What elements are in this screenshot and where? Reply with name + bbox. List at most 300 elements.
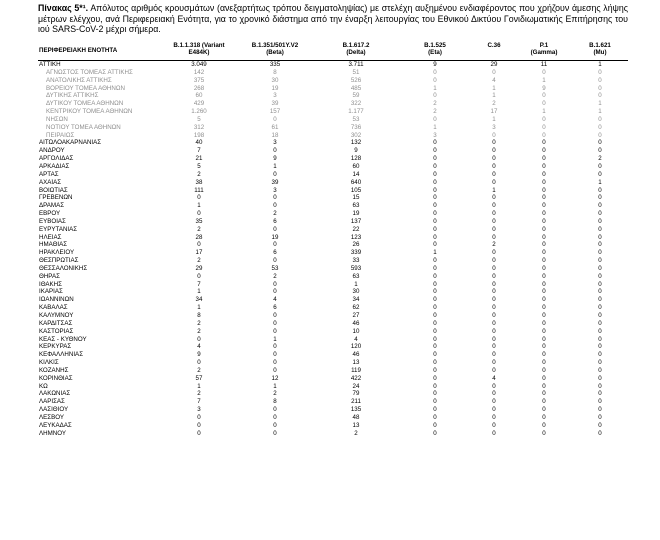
case-count-cell: 0: [542, 202, 546, 210]
col-header-region: ΠΕΡΙΦΕΡΕΙΑΚΗ ΕΝΟΤΗΤΑ: [38, 42, 162, 61]
case-count-cell: 0: [492, 147, 496, 155]
table-row: [38, 367, 628, 375]
case-count-cell: 0: [197, 194, 201, 202]
table-subrow: [38, 92, 628, 100]
case-count-cell: 1: [598, 100, 602, 108]
region-name-cell: ΒΟΙΩΤΙΑΣ: [39, 186, 68, 194]
case-count-cell: 12: [271, 374, 279, 382]
table-row: [38, 343, 628, 351]
case-count-cell: 2: [492, 241, 496, 249]
case-count-cell: 2: [273, 390, 277, 398]
region-name-cell: ΛΕΥΚΑΔΑΣ: [39, 421, 72, 429]
case-count-cell: 0: [433, 186, 437, 194]
case-count-cell: 0: [492, 170, 496, 178]
case-count-cell: 0: [197, 241, 201, 249]
case-count-cell: 0: [433, 257, 437, 265]
case-count-cell: 0: [598, 366, 602, 374]
case-count-cell: 0: [598, 335, 602, 343]
col-header-delta: B.1.617.2 (Delta): [314, 42, 398, 61]
case-count-cell: 0: [433, 272, 437, 280]
case-count-cell: 0: [273, 429, 277, 437]
case-count-cell: 0: [598, 390, 602, 398]
table-subrow: [38, 132, 628, 140]
case-count-cell: 0: [492, 319, 496, 327]
case-count-cell: 0: [492, 225, 496, 233]
case-count-cell: 0: [433, 241, 437, 249]
case-count-cell: 339: [350, 249, 362, 257]
case-count-cell: 375: [193, 76, 205, 84]
col-header-beta: B.1.351/501Y.V2 (Beta): [236, 42, 314, 61]
case-count-cell: 0: [273, 413, 277, 421]
case-count-cell: 0: [433, 335, 437, 343]
case-count-cell: 0: [492, 68, 496, 76]
case-count-cell: 0: [433, 319, 437, 327]
case-count-cell: 0: [542, 257, 546, 265]
case-count-cell: 0: [542, 343, 546, 351]
case-count-cell: 0: [598, 170, 602, 178]
table-row: [38, 226, 628, 234]
case-count-cell: 0: [542, 327, 546, 335]
case-count-cell: 0: [598, 139, 602, 147]
case-count-cell: 0: [598, 398, 602, 406]
case-count-cell: 0: [492, 390, 496, 398]
region-name-cell: ΑΡΓΟΛΙΔΑΣ: [39, 155, 74, 163]
case-count-cell: 111: [194, 186, 204, 194]
case-count-cell: 0: [492, 264, 496, 272]
case-count-cell: 17: [195, 249, 203, 257]
case-count-cell: 0: [492, 429, 496, 437]
case-count-cell: 46: [352, 351, 360, 359]
case-count-cell: 2: [354, 429, 358, 437]
case-count-cell: 0: [542, 280, 546, 288]
region-name-cell: ΕΥΒΟΙΑΣ: [39, 217, 66, 225]
case-count-cell: 0: [273, 280, 277, 288]
case-count-cell: 0: [598, 257, 602, 265]
table-row: [38, 234, 628, 242]
table-row: [38, 218, 628, 226]
table-row: [38, 187, 628, 195]
case-count-cell: 0: [598, 233, 602, 241]
case-count-cell: 4: [273, 296, 277, 304]
case-count-cell: 0: [542, 319, 546, 327]
case-count-cell: 0: [273, 406, 277, 414]
case-count-cell: 24: [352, 382, 360, 390]
table-row: [38, 430, 628, 438]
case-count-cell: 1: [492, 92, 496, 100]
case-count-cell: 0: [433, 421, 437, 429]
table-row: [38, 414, 628, 422]
case-count-cell: 2: [598, 155, 602, 163]
case-count-cell: 11: [540, 61, 548, 68]
case-count-cell: 0: [433, 115, 437, 123]
case-count-cell: 0: [197, 210, 201, 218]
case-count-cell: 0: [598, 249, 602, 257]
case-count-cell: 0: [598, 264, 602, 272]
case-count-cell: 5: [197, 115, 201, 123]
region-name-cell: ΚΕΑΣ - ΚΥΘΝΟΥ: [39, 335, 87, 343]
case-count-cell: 0: [542, 398, 546, 406]
case-count-cell: 3: [197, 406, 201, 414]
table-row: [38, 390, 628, 398]
case-count-cell: 157: [269, 108, 281, 116]
case-count-cell: 3.049: [191, 61, 207, 68]
table-row: [38, 171, 628, 179]
case-count-cell: 0: [433, 429, 437, 437]
region-name-cell: ΛΑΚΩΝΙΑΣ: [39, 390, 71, 398]
case-count-cell: 3: [433, 131, 437, 139]
case-count-cell: 2: [273, 210, 277, 218]
case-count-cell: 5: [197, 162, 201, 170]
case-count-cell: 0: [542, 210, 546, 218]
case-count-cell: 0: [542, 288, 546, 296]
case-count-cell: 0: [598, 241, 602, 249]
col-header-eta: B.1.525 (Eta): [398, 42, 472, 61]
case-count-cell: 312: [193, 123, 205, 131]
case-count-cell: 0: [433, 194, 437, 202]
region-name-cell: ΛΗΜΝΟΥ: [39, 429, 66, 437]
case-count-cell: 0: [492, 202, 496, 210]
case-count-cell: 0: [598, 327, 602, 335]
case-count-cell: 48: [352, 413, 360, 421]
case-count-cell: 0: [433, 304, 437, 312]
table-row: [38, 273, 628, 281]
case-count-cell: 0: [598, 312, 602, 319]
region-name-cell: ΗΡΑΚΛΕΙΟΥ: [39, 249, 75, 257]
table-body: [38, 61, 628, 438]
case-count-cell: 1: [598, 61, 602, 68]
region-name-cell: ΙΘΑΚΗΣ: [39, 280, 62, 288]
case-count-cell: 0: [598, 406, 602, 414]
case-count-cell: 10: [352, 327, 360, 335]
caption-text: Απόλυτος αριθμός κρουσμάτων (ανεξαρτήτως τρόπου δειγματοληψίας) με στελέχη αυξημένου ενδιαφέροντος που χρήζουν άμεσης λήψης μέτρων ελέγχου, ανά Περιφερειακή Ενότητα, για το χρονικό διάστημα από την έναρξη λειτουργίας του Εθνικού Δικτύου Γονιδιωματικής Επιτήρησης του ιού SARS-CoV-2 μέχρι σήμερα.: [38, 3, 628, 35]
region-name-cell: ΚΟΖΑΝΗΣ: [39, 366, 69, 374]
case-count-cell: 0: [492, 335, 496, 343]
case-count-cell: 0: [542, 131, 546, 139]
region-name-cell: ΛΕΣΒΟΥ: [39, 413, 64, 421]
case-count-cell: 60: [195, 92, 203, 100]
case-count-cell: 15: [352, 194, 360, 202]
case-count-cell: 0: [542, 100, 546, 108]
region-name-cell: ΚΑΒΑΛΑΣ: [39, 304, 68, 312]
table-header: [38, 42, 628, 61]
case-count-cell: 8: [197, 312, 201, 319]
region-name-cell: ΠΕΙΡΑΙΩΣ: [46, 131, 75, 139]
case-count-cell: 9: [197, 351, 201, 359]
table-row: [38, 210, 628, 218]
case-count-cell: 19: [271, 84, 279, 92]
region-name-cell: ΗΜΑΘΙΑΣ: [39, 241, 68, 249]
region-name-cell: ΑΝΑΤΟΛΙΚΗΣ ΑΤΤΙΚΗΣ: [46, 76, 112, 84]
case-count-cell: 0: [542, 382, 546, 390]
region-name-cell: ΔΡΑΜΑΣ: [39, 202, 65, 210]
table-row: [38, 241, 628, 249]
case-count-cell: 1: [492, 186, 496, 194]
case-count-cell: 29: [490, 61, 498, 68]
case-count-cell: 0: [542, 225, 546, 233]
table-row: [38, 336, 628, 344]
case-count-cell: 0: [492, 249, 496, 257]
case-count-cell: 0: [542, 241, 546, 249]
case-count-cell: 8: [273, 68, 277, 76]
case-count-cell: 0: [542, 406, 546, 414]
case-count-cell: 0: [433, 225, 437, 233]
case-count-cell: 0: [492, 217, 496, 225]
case-count-cell: 0: [433, 382, 437, 390]
case-count-cell: 1.260: [191, 108, 207, 116]
case-count-cell: 0: [433, 92, 437, 100]
case-count-cell: 123: [350, 233, 362, 241]
case-count-cell: 0: [273, 319, 277, 327]
case-count-cell: 0: [598, 186, 602, 194]
case-count-cell: 0: [492, 288, 496, 296]
case-count-cell: 0: [492, 272, 496, 280]
case-count-cell: 593: [350, 264, 362, 272]
case-count-cell: 0: [598, 280, 602, 288]
case-count-cell: 1.177: [348, 108, 364, 116]
case-count-cell: 0: [273, 366, 277, 374]
case-count-cell: 640: [350, 178, 362, 186]
case-count-cell: 34: [195, 296, 203, 304]
case-count-cell: 0: [492, 210, 496, 218]
case-count-cell: 0: [542, 92, 546, 100]
region-name-cell: ΚΑΛΥΜΝΟΥ: [39, 312, 74, 319]
case-count-cell: 0: [542, 233, 546, 241]
case-count-cell: 60: [352, 162, 360, 170]
case-count-cell: 2: [197, 257, 201, 265]
case-count-cell: 59: [352, 92, 360, 100]
table-subrow: [38, 77, 628, 85]
case-count-cell: 53: [271, 264, 279, 272]
case-count-cell: 0: [492, 280, 496, 288]
table-caption: [38, 3, 628, 35]
case-count-cell: 1: [273, 162, 277, 170]
col-header-b11318: B.1.1.318 (Variant E484K): [162, 42, 236, 61]
case-count-cell: 0: [492, 139, 496, 147]
case-count-cell: 6: [273, 304, 277, 312]
case-count-cell: 63: [352, 202, 360, 210]
region-name-cell: ΑΓΝΩΣΤΟΣ ΤΟΜΕΑΣ ΑΤΤΙΚΗΣ: [46, 68, 133, 76]
case-count-cell: 119: [351, 366, 361, 374]
case-count-cell: 0: [542, 194, 546, 202]
case-count-cell: 0: [542, 155, 546, 163]
case-count-cell: 34: [352, 296, 360, 304]
table-row: [38, 359, 628, 367]
case-count-cell: 0: [492, 359, 496, 367]
case-count-cell: 128: [350, 155, 362, 163]
case-count-cell: 3: [273, 139, 277, 147]
case-count-cell: 3.711: [348, 61, 364, 68]
case-count-cell: 0: [542, 264, 546, 272]
table-subrow: [38, 100, 628, 108]
case-count-cell: 1: [598, 178, 602, 186]
case-count-cell: 0: [542, 421, 546, 429]
case-count-cell: 35: [195, 217, 203, 225]
case-count-cell: 0: [598, 123, 602, 131]
case-count-cell: 0: [433, 76, 437, 84]
case-count-cell: 0: [542, 139, 546, 147]
case-count-cell: 0: [433, 68, 437, 76]
table-subrow: [38, 124, 628, 132]
region-name-cell: ΚΑΣΤΟΡΙΑΣ: [39, 327, 74, 335]
case-count-cell: 0: [598, 359, 602, 367]
case-count-cell: 0: [598, 194, 602, 202]
case-count-cell: 0: [197, 429, 201, 437]
case-count-cell: 0: [598, 343, 602, 351]
case-count-cell: 2: [197, 390, 201, 398]
case-count-cell: 2: [197, 319, 201, 327]
case-count-cell: 526: [350, 76, 362, 84]
case-count-cell: 29: [195, 264, 203, 272]
case-count-cell: 0: [492, 304, 496, 312]
case-count-cell: 0: [273, 421, 277, 429]
case-count-cell: 0: [598, 147, 602, 155]
case-count-cell: 0: [542, 272, 546, 280]
case-count-cell: 0: [433, 139, 437, 147]
case-count-cell: 0: [598, 304, 602, 312]
case-count-cell: 0: [492, 194, 496, 202]
region-name-cell: ΘΕΣΣΑΛΟΝΙΚΗΣ: [39, 264, 88, 272]
case-count-cell: 322: [350, 100, 362, 108]
case-count-cell: 0: [542, 413, 546, 421]
case-count-cell: 0: [542, 312, 546, 319]
case-count-cell: 0: [433, 162, 437, 170]
case-count-cell: 19: [352, 210, 360, 218]
case-count-cell: 30: [352, 288, 360, 296]
region-name-cell: ΚΟΡΙΝΘΙΑΣ: [39, 374, 73, 382]
case-count-cell: 61: [271, 123, 279, 131]
col-header-mu: B.1.621 (Mu): [572, 42, 628, 61]
case-count-cell: 33: [352, 257, 360, 265]
region-name-cell: ΘΗΡΑΣ: [39, 272, 60, 280]
case-count-cell: 268: [193, 84, 205, 92]
table-row: [38, 375, 628, 383]
case-count-cell: 0: [542, 249, 546, 257]
case-count-cell: 0: [273, 202, 277, 210]
case-count-cell: 9: [542, 84, 546, 92]
case-count-cell: 0: [273, 194, 277, 202]
table-row: [38, 155, 628, 163]
case-count-cell: 3: [273, 186, 277, 194]
case-count-cell: 0: [542, 374, 546, 382]
case-count-cell: 0: [433, 398, 437, 406]
table-row: [38, 320, 628, 328]
case-count-cell: 0: [273, 351, 277, 359]
case-count-cell: 0: [197, 359, 201, 367]
region-name-cell: ΑΙΤΩΛΟΑΚΑΡΝΑΝΙΑΣ: [39, 139, 102, 147]
region-name-cell: ΝΗΣΩΝ: [46, 115, 68, 123]
case-count-cell: 0: [492, 351, 496, 359]
case-count-cell: 2: [197, 170, 201, 178]
case-count-cell: 9: [354, 147, 358, 155]
table-row: [38, 304, 628, 312]
region-name-cell: ΕΥΡΥΤΑΝΙΑΣ: [39, 225, 78, 233]
case-count-cell: 0: [598, 84, 602, 92]
case-count-cell: 21: [195, 155, 203, 163]
table-row: [38, 202, 628, 210]
case-count-cell: 18: [271, 131, 279, 139]
region-name-cell: ΚΑΡΔΙΤΣΑΣ: [39, 319, 73, 327]
case-count-cell: 0: [492, 327, 496, 335]
case-count-cell: 105: [350, 186, 362, 194]
region-name-cell: ΚΙΛΚΙΣ: [39, 359, 59, 367]
case-count-cell: 0: [542, 68, 546, 76]
case-count-cell: 8: [273, 398, 277, 406]
region-name-cell: ΓΡΕΒΕΝΩΝ: [39, 194, 73, 202]
case-count-cell: 0: [542, 162, 546, 170]
region-name-cell: ΚΕΝΤΡΙΚΟΥ ΤΟΜΕΑ ΑΘΗΝΩΝ: [46, 108, 133, 116]
case-count-cell: 0: [542, 115, 546, 123]
case-count-cell: 422: [350, 374, 362, 382]
case-count-cell: 736: [350, 123, 362, 131]
table-row: [38, 249, 628, 257]
case-count-cell: 6: [273, 249, 277, 257]
table-row: [38, 288, 628, 296]
region-name-cell: ΙΩΑΝΝΙΝΩΝ: [39, 296, 74, 304]
case-count-cell: 0: [492, 406, 496, 414]
table-row: [38, 265, 628, 273]
case-count-cell: 57: [195, 374, 203, 382]
case-count-cell: 0: [433, 312, 437, 319]
case-count-cell: 0: [433, 366, 437, 374]
case-count-cell: 0: [273, 343, 277, 351]
case-count-cell: 0: [598, 115, 602, 123]
case-count-cell: 1: [433, 84, 437, 92]
case-count-cell: 28: [195, 233, 203, 241]
case-count-cell: 2: [433, 100, 437, 108]
region-name-cell: ΙΚΑΡΙΑΣ: [39, 288, 63, 296]
case-count-cell: 0: [492, 296, 496, 304]
case-count-cell: 1: [492, 84, 496, 92]
case-count-cell: 13: [352, 421, 360, 429]
table-row: [38, 312, 628, 320]
case-count-cell: 0: [598, 319, 602, 327]
case-count-cell: 0: [542, 390, 546, 398]
case-count-cell: 7: [197, 280, 201, 288]
case-count-cell: 4: [354, 335, 358, 343]
table-row: [38, 281, 628, 289]
case-count-cell: 4: [492, 374, 496, 382]
case-count-cell: 0: [542, 186, 546, 194]
case-count-cell: 0: [598, 202, 602, 210]
case-count-cell: 3: [492, 123, 496, 131]
case-count-cell: 198: [193, 131, 205, 139]
case-count-cell: 51: [352, 68, 360, 76]
table-row: [38, 147, 628, 155]
case-count-cell: 0: [542, 147, 546, 155]
case-count-cell: 0: [273, 241, 277, 249]
case-count-cell: 0: [433, 280, 437, 288]
case-count-cell: 6: [273, 217, 277, 225]
case-count-cell: 135: [350, 406, 362, 414]
case-count-cell: 2: [197, 225, 201, 233]
region-name-cell: ΘΕΣΠΡΩΤΙΑΣ: [39, 257, 79, 265]
case-count-cell: 0: [492, 131, 496, 139]
case-count-cell: 53: [352, 115, 360, 123]
table-row: [38, 179, 628, 187]
case-count-cell: 0: [492, 312, 496, 319]
region-name-cell: ΚΩ: [39, 382, 48, 390]
case-count-cell: 0: [598, 429, 602, 437]
case-count-cell: 137: [350, 217, 362, 225]
case-count-cell: 0: [273, 147, 277, 155]
case-count-cell: 79: [352, 390, 360, 398]
case-count-cell: 1: [273, 382, 277, 390]
case-count-cell: 1: [354, 280, 358, 288]
case-count-cell: 485: [350, 84, 362, 92]
case-count-cell: 0: [492, 382, 496, 390]
table-row: [38, 351, 628, 359]
header-row: [38, 42, 628, 61]
